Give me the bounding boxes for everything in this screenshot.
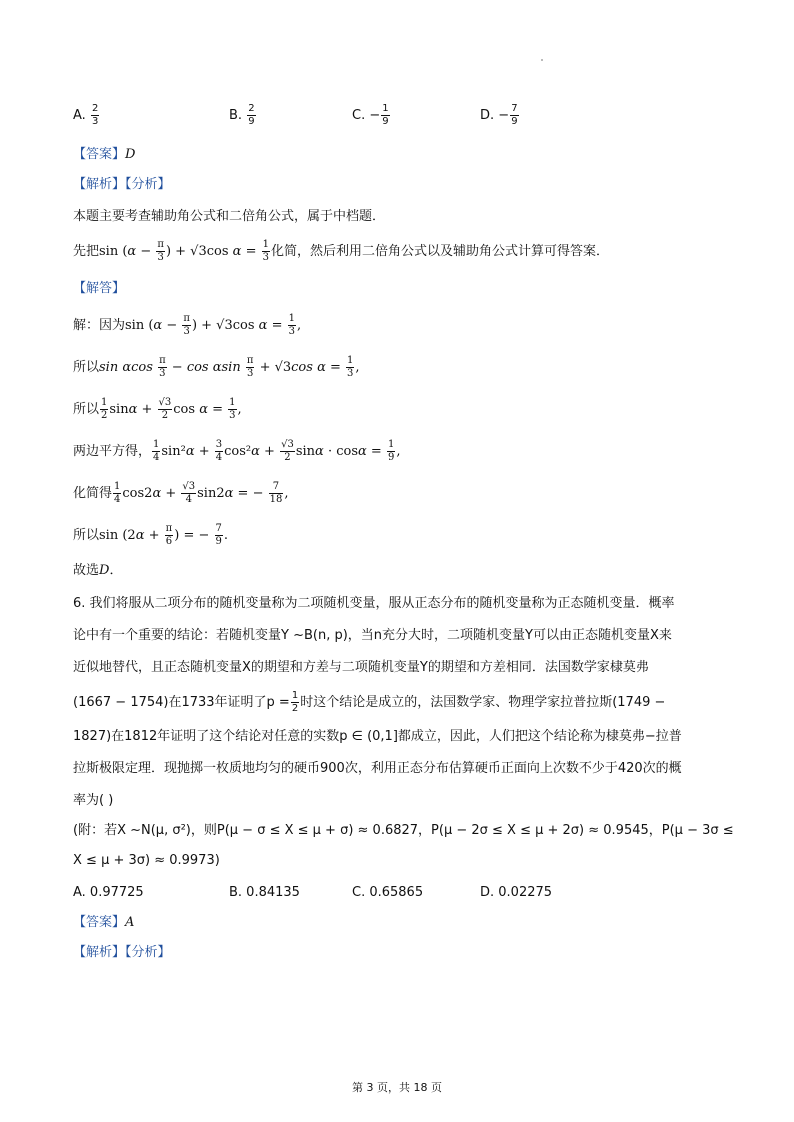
q6-option-c: C. 0.65865 (352, 885, 424, 900)
q6-answer: 【答案】A (73, 915, 135, 930)
q5-step-5: 化简得 $\frac{1}{4}$ cos2α + $\frac{√3}{4}$ sin2α = − $\frac{7}{18}$ , (73, 481, 289, 505)
page-footer: 第 3 页，共 18 页 (352, 1081, 442, 1094)
q5-answer: 【答案】D (73, 147, 136, 162)
q5-step-6: 所以sin (2α + $\frac{\pi}{6}$ ) = − $\frac{7}{9}$ . (73, 523, 229, 547)
q5-option-d: D. − $\frac{7}{9}$ (480, 103, 518, 127)
q6-line-6: 拉斯极限定理．现抛掷一枚质地均匀的硬币900次，利用正态分布估算硬币正面向上次数不少于420次的概 (73, 761, 682, 776)
q6-analysis-tag: 【解析】【分析】 (73, 945, 171, 960)
q5-step-1: 解：因为sin (α − $\frac{\pi}{3}$ ) + √3cos α = $\frac{1}{3}$ , (73, 313, 302, 337)
q6-line-4: (1667 − 1754)在1733年证明了p = $\frac{1}{2}$ 时这个结论是成立的，法国数学家、物理学家拉普拉斯(1749 − (73, 690, 666, 714)
q5-conclusion: 故选D． (73, 563, 123, 578)
q6-line-5: 1827)在1812年证明了这个结论对任意的实数p ∈ (0,1]都成立，因此，人们把这个结论称为棣莫弗−拉普 (73, 729, 682, 744)
q6-line-7: 率为( ) (73, 793, 114, 808)
q6-line-2: 论中有一个重要的结论：若随机变量Y ~B(n, p)，当n充分大时，二项随机变量Y可以由正态随机变量X来 (73, 628, 672, 643)
q6-line-3: 近似地替代，且正态随机变量X的期望和方差与二项随机变量Y的期望和方差相同．法国数学家棣莫弗 (73, 660, 649, 675)
q5-step-3: 所以 $\frac{1}{2}$ sinα + $\frac{√3}{2}$ cos α = $\frac{1}{3}$ , (73, 397, 242, 421)
corner-mark (541, 59, 543, 61)
q5-step-4: 两边平方得， $\frac{1}{4}$ sin²α + $\frac{3}{4}$ cos²α + $\frac{√3}{2}$ sinα · cosα = $\frac{1}{9}$ , (73, 439, 401, 463)
answer-tag: 【答案】 (73, 915, 126, 930)
q6-option-d: D. 0.02275 (480, 885, 553, 900)
q5-option-c: C. − $\frac{1}{9}$ (352, 103, 389, 127)
q5-solve-tag: 【解答】 (73, 281, 126, 296)
q5-option-b: B. $\frac{2}{9}$ (229, 103, 255, 127)
q5-step-2: 所以sin αcos $\frac{\pi}{3}$ − cos αsin $\frac{\pi}{3}$ + √3cos α = $\frac{1}{3}$ , (73, 355, 360, 379)
q6-note-1: (附：若X ~N(μ, σ²)，则P(μ − σ ≤ X ≤ μ + σ) ≈ 0.6827，P(μ − 2σ ≤ X ≤ μ + 2σ) ≈ 0.9545，P(μ − 3σ ≤ (73, 823, 734, 838)
q6-line-1: 6. 我们将服从二项分布的随机变量称为二项随机变量，服从正态分布的随机变量称为正态随机变量．概率 (73, 596, 675, 611)
q5-analysis-text: 本题主要考查辅助角公式和二倍角公式，属于中档题． (73, 209, 386, 224)
q5-hint: 先把sin (α − $\frac{\pi}{3}$ ) + √3cos α = $\frac{1}{3}$ 化简，然后利用二倍角公式以及辅助角公式计算可得答案． (73, 239, 609, 263)
q5-option-a: A. $\frac{2}{3}$ (73, 103, 99, 127)
q5-analysis-tag: 【解析】【分析】 (73, 177, 171, 192)
q6-note-2: X ≤ μ + 3σ) ≈ 0.9973) (73, 853, 220, 868)
answer-tag: 【答案】 (73, 147, 126, 162)
q6-option-b: B. 0.84135 (229, 885, 300, 900)
q6-option-a: A. 0.97725 (73, 885, 144, 900)
